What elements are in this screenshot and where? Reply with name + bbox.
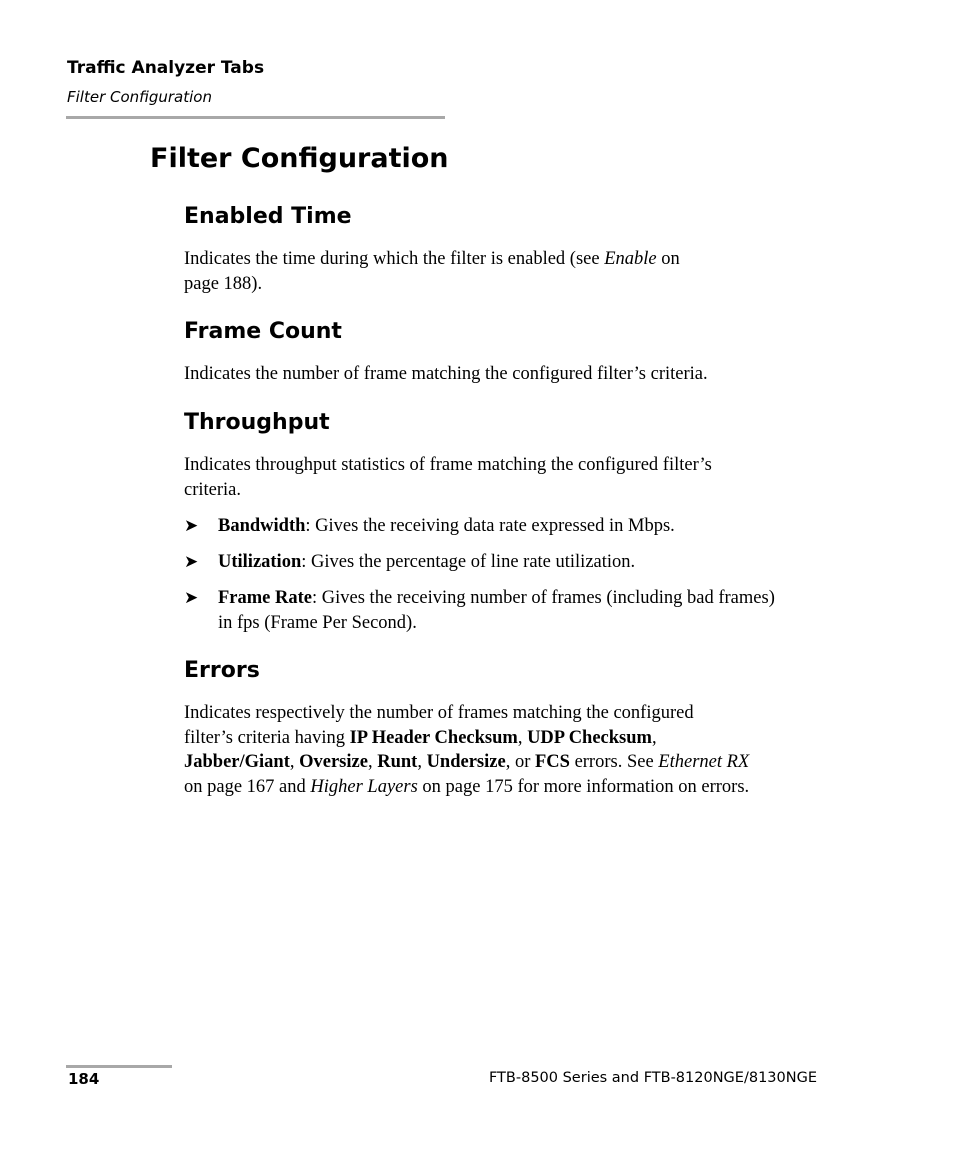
bullet-text: : Gives the receiving data rate expressed in Mbps. [305, 516, 675, 536]
text-run: on page 167 and [184, 776, 311, 797]
text-run: , or [505, 752, 535, 772]
bullet-term: Utilization [218, 552, 302, 572]
list-item [184, 586, 824, 636]
heading-throughput: Throughput [184, 410, 330, 435]
text-run: , [651, 727, 657, 748]
bullet-term: Frame Rate [218, 588, 312, 608]
arrowhead-bullet-icon: ➤ [184, 516, 199, 536]
term-runt: Runt [377, 752, 418, 772]
term-udp-checksum: UDP Checksum [527, 727, 652, 748]
heading-enabled-time: Enabled Time [184, 204, 352, 229]
text-run: Indicates respectively the number of frames matching the configured [184, 703, 694, 723]
link-ethernet-rx[interactable]: Ethernet RX [658, 752, 750, 772]
arrowhead-bullet-icon: ➤ [184, 552, 199, 572]
arrowhead-bullet-icon: ➤ [184, 588, 199, 608]
term-jabber-giant: Jabber/Giant [184, 752, 290, 772]
term-oversize: Oversize [299, 752, 368, 772]
heading-frame-count: Frame Count [184, 319, 342, 344]
bullet-text: : Gives the receiving number of frames (including bad frames) in fps (Frame Per Second). [218, 588, 775, 633]
running-header-chapter: Traffic Analyzer Tabs [67, 58, 265, 78]
text-run: Indicates throughput statistics of frame matching the configured filter’s [184, 455, 712, 475]
text-run: , [417, 752, 427, 772]
text-run: , [517, 727, 528, 748]
text-run: errors. See [569, 752, 659, 772]
link-higher-layers[interactable]: Higher Layers [310, 776, 418, 797]
heading-errors: Errors [184, 658, 260, 683]
bullet-term: Bandwidth [218, 516, 306, 536]
term-fcs: FCS [534, 752, 570, 772]
text-run: page 188). [184, 273, 263, 294]
footer-rule [66, 1065, 172, 1068]
text-run: , [367, 752, 378, 772]
page-number: 184 [68, 1070, 100, 1088]
page-title: Filter Configuration [150, 143, 449, 174]
header-rule [66, 116, 445, 119]
text-run: filter’s criteria having [184, 727, 350, 748]
text-run: on page 175 for more information on errors. [417, 776, 750, 797]
term-ip-header-checksum: IP Header Checksum [349, 727, 518, 748]
bullet-text: : Gives the percentage of line rate utilization. [301, 552, 636, 572]
term-undersize: Undersize [426, 752, 506, 772]
link-enable[interactable]: Enable [604, 249, 657, 269]
paragraph-frame-count: Indicates the number of frame matching the configured filter’s criteria. [184, 364, 708, 384]
paragraph-errors [184, 701, 844, 799]
text-run: on [656, 249, 680, 269]
text-run: Indicates the time during which the filter is enabled (see [184, 249, 605, 269]
paragraph-enabled-time [184, 247, 824, 296]
text-run: criteria. [184, 479, 241, 500]
text-run: , [289, 752, 300, 772]
footer-product: FTB-8500 Series and FTB-8120NGE/8130NGE [488, 1070, 817, 1086]
running-header-section: Filter Configuration [67, 88, 212, 106]
paragraph-throughput [184, 453, 824, 502]
